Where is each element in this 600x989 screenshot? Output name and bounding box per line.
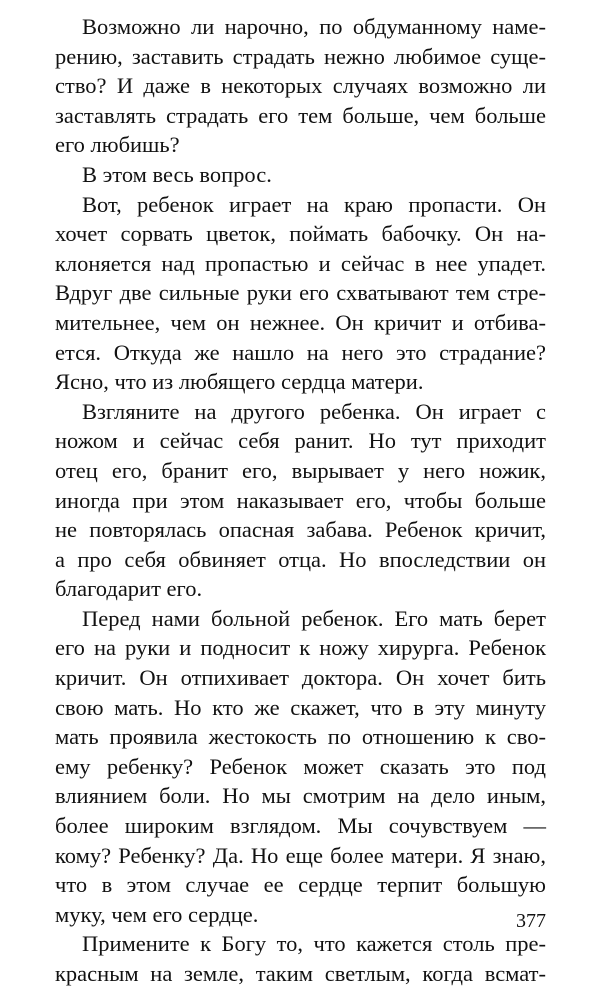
text-line: ство? И даже в некоторых случаях возможно ли	[55, 73, 546, 99]
text-line: ножом и сейчас себя ранит. Но тут приходит	[55, 428, 546, 454]
text-line: отец его, бранит его, вырывает у него ножик,	[55, 457, 546, 483]
text-line: муку, чем его сердце.	[55, 901, 259, 927]
text-line: что в этом случае ее сердце терпит большую	[55, 872, 546, 898]
text-line: Возможно ли нарочно, по обдуманному наме-	[82, 14, 546, 39]
text-line: свою мать. Но кто же скажет, что в эту минуту	[55, 694, 546, 720]
page-body	[55, 12, 546, 989]
text-line: В этом весь вопрос.	[82, 161, 272, 187]
text-line: Перед нами больной ребенок. Его мать берет	[82, 605, 546, 631]
text-line: Вдруг две сильные руки его схватывают тем стре-	[55, 280, 546, 306]
text-line: благодарит его.	[55, 576, 203, 602]
text-line: рению, заставить страдать нежно любимое суще-	[55, 43, 546, 69]
page-number: 377	[516, 910, 546, 932]
paragraph	[55, 12, 546, 160]
text-line: его любишь?	[55, 132, 180, 158]
text-line: кому? Ребенку? Да. Но еще более матери. Я знаю,	[55, 842, 546, 868]
text-line: его на руки и подносит к ножу хирурга. Ребенок	[55, 635, 546, 661]
paragraph	[55, 160, 546, 190]
paragraph	[55, 929, 546, 988]
text-line: Вот, ребенок играет на краю пропасти. Он	[82, 191, 546, 217]
paragraph	[55, 604, 546, 930]
text-line: Ясно, что из любящего сердца матери.	[55, 369, 424, 395]
text-line: не повторялась опасная забава. Ребенок кричит,	[55, 517, 546, 543]
text-line: клоняется над пропастью и сейчас в нее упадет.	[55, 250, 546, 276]
text-line: заставлять страдать его тем больше, чем больше	[55, 102, 546, 128]
text-line: более широким взглядом. Мы сочувствуем —	[55, 813, 546, 839]
text-line: красным на земле, таким светлым, когда всмат-	[55, 961, 546, 986]
paragraph	[55, 190, 546, 397]
paragraph	[55, 397, 546, 604]
text-line: кричит. Он отпихивает доктора. Он хочет бить	[55, 665, 546, 691]
text-line: а про себя обвиняет отца. Но впоследствии он	[55, 546, 546, 572]
text-line: хочет сорвать цветок, поймать бабочку. Он на-	[55, 221, 546, 247]
text-line: влиянием боли. Но мы смотрим на дело иным,	[55, 783, 546, 809]
text-line: ему ребенку? Ребенок может сказать это под	[55, 753, 546, 779]
text-line: Примените к Богу то, что кажется столь пре-	[82, 931, 546, 957]
text-line: ется. Откуда же нашло на него это страдание?	[55, 339, 546, 365]
text-line: иногда при этом наказывает его, чтобы больше	[55, 487, 546, 513]
text-line: Взгляните на другого ребенка. Он играет с	[82, 398, 546, 424]
text-line: мать проявила жестокость по отношению к сво-	[55, 724, 546, 750]
text-line: мительнее, чем он нежнее. Он кричит и отбива-	[55, 309, 546, 335]
